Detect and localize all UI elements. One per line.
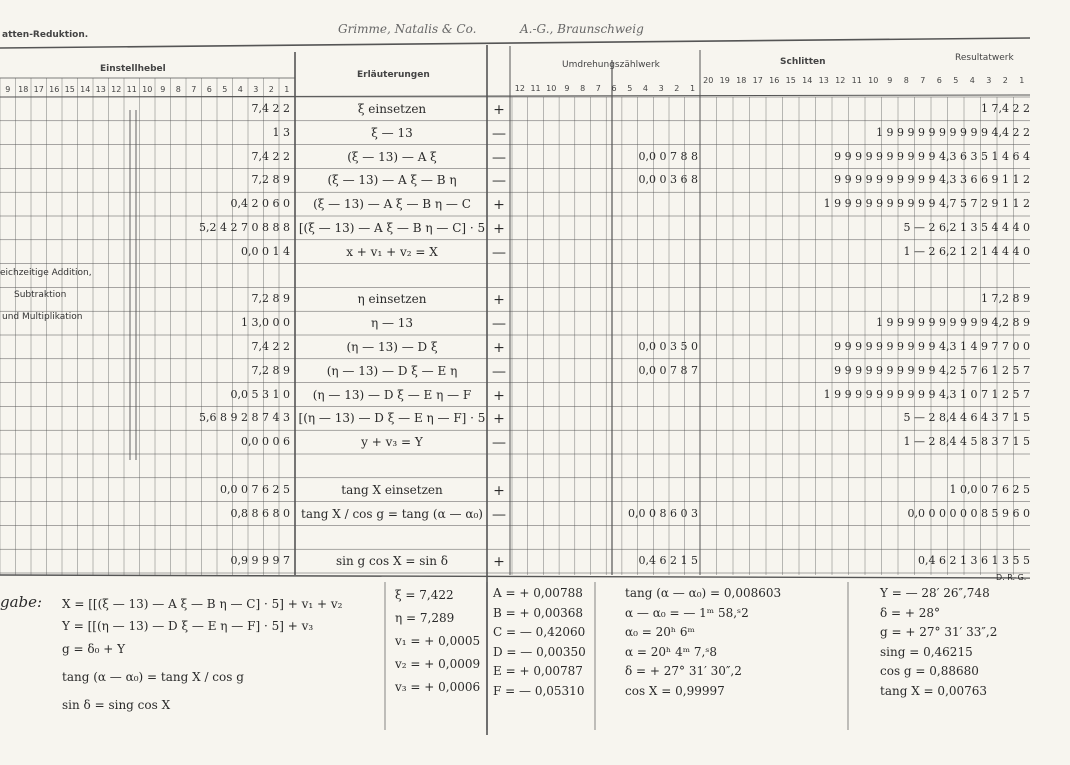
schlitten-column-number: 10 [868, 76, 879, 85]
einstellhebel-value: 5,6 8 9 2 8 7 4 3 [199, 411, 290, 425]
input-value: η = 7,289 [395, 611, 455, 625]
operation-sign: + [493, 197, 505, 214]
einstellhebel-value: 0,9 9 9 9 7 [230, 554, 290, 568]
explanation-text: (ξ — 13) — A ξ [347, 149, 437, 164]
side-note-line2: Subtraktion [14, 290, 67, 300]
intermediate-result: tang (α — α₀) = 0,008603 [625, 586, 782, 600]
schlitten-column-number: 4 [969, 76, 975, 85]
intermediate-result: α₀ = 20ʰ 6ᵐ [625, 625, 695, 639]
einstellhebel-column-number: 16 [49, 85, 60, 94]
schlitten-column-number: 20 [703, 76, 714, 85]
side-note-line3: und Multiplikation [2, 312, 83, 322]
schlitten-result-value: 9 9 9 9 9 9 9 9 9 9 4,3 1 4 9 7 7 0 0 [834, 340, 1030, 353]
final-result: sing = 0,46215 [880, 644, 973, 659]
operation-sign: + [493, 221, 505, 237]
schlitten-column-number: 8 [903, 76, 909, 85]
explanation-text: sin g cos X = sin δ [336, 554, 448, 569]
schlitten-heading: Schlitten [780, 57, 826, 67]
schlitten-result-value: 9 9 9 9 9 9 9 9 9 9 4,3 3 6 6 9 1 1 2 [834, 173, 1030, 187]
schlitten-column-number: 7 [920, 76, 926, 85]
schlitten-result-value: 1 — 2 6,2 1 2 1 4 4 4 0 [903, 244, 1030, 258]
schlitten-column-number: 15 [785, 76, 796, 85]
schlitten-result-value: 1 9 9 9 9 9 9 9 9 9 9 4,4 2 2 [876, 125, 1030, 139]
coefficient-value: E = + 0,00787 [493, 664, 583, 678]
einstellhebel-value: 7,4 2 2 [251, 102, 290, 115]
einstellhebel-column-number: 7 [191, 85, 197, 94]
operation-sign: — [492, 125, 506, 142]
input-value: ξ = 7,422 [395, 588, 454, 602]
einstellhebel-column-number: 2 [268, 85, 274, 94]
operation-sign: + [493, 554, 505, 571]
explanation-text: x + v₁ + v₂ = X [346, 244, 438, 259]
publisher-city: A.-G., Braunschweig [520, 22, 644, 36]
intermediate-result: α = 20ʰ 4ᵐ 7,ˢ8 [625, 644, 717, 659]
schlitten-column-number: 6 [936, 76, 942, 85]
einstellhebel-column-number: 10 [142, 85, 153, 94]
umdrehung-value: 0,0 0 7 8 7 [638, 363, 698, 377]
operation-sign: + [493, 102, 505, 118]
einstellhebel-column-number: 6 [206, 85, 212, 94]
final-result: tang X = 0,00763 [880, 683, 988, 698]
schlitten-result-value: 5 — 2 6,2 1 3 5 4 4 4 0 [903, 221, 1030, 234]
umdrehung-column-number: 10 [546, 84, 557, 93]
schlitten-result-value: 1 7,4 2 2 [981, 102, 1030, 115]
einstellhebel-column-number: 4 [237, 85, 243, 94]
operation-sign: + [493, 387, 505, 404]
schlitten-result-value: 1 — 2 8,4 4 5 8 3 7 1 5 [903, 435, 1030, 449]
einstellhebel-value: 7,2 8 9 [251, 173, 290, 187]
einstellhebel-column-number: 1 [284, 85, 290, 94]
einstellhebel-heading: Einstellhebel [100, 64, 166, 74]
operation-sign: — [492, 244, 506, 261]
sheet-left-title: atten-Reduktion. [2, 30, 89, 40]
schlitten-column-number: 3 [986, 76, 992, 85]
umdrehung-column-number: 6 [611, 84, 617, 93]
grid-line [0, 38, 1030, 48]
umdrehung-column-number: 1 [689, 84, 696, 93]
umdrehung-column-number: 12 [514, 84, 525, 93]
explanation-text: ξ — 13 [371, 125, 413, 140]
einstellhebel-value: 0,4 2 0 6 0 [230, 197, 290, 211]
schlitten-result-value: 9 9 9 9 9 9 9 9 9 9 4,3 6 3 5 1 4 6 4 [834, 149, 1030, 163]
operation-sign: + [493, 340, 505, 356]
einstellhebel-value: 0,0 0 0 6 [241, 435, 290, 449]
coefficient-value: D = — 0,00350 [493, 644, 586, 659]
einstellhebel-value: 5,2 4 2 7 0 8 8 8 [199, 221, 290, 234]
einstellhebel-column-number: 13 [95, 85, 106, 94]
schlitten-column-number: 14 [802, 76, 813, 85]
schlitten-column-number: 9 [887, 76, 893, 85]
einstellhebel-value: 1 3 [272, 125, 290, 139]
intermediate-result: cos X = 0,99997 [625, 683, 725, 698]
initials: D. R. G. [996, 573, 1027, 582]
umdrehung-column-number: 4 [642, 84, 648, 93]
einstellhebel-column-number: 8 [175, 85, 181, 94]
explanation-text: [(ξ — 13) — A ξ — B η — C] · 5 [298, 221, 486, 235]
einstellhebel-column-number: 17 [33, 85, 44, 94]
einstellhebel-value: 7,2 8 9 [251, 363, 290, 377]
einstellhebel-column-number: 9 [160, 85, 166, 94]
umdrehung-value: 0,0 0 3 6 8 [638, 173, 698, 187]
einstellhebel-value: 0,0 0 7 6 2 5 [220, 482, 290, 496]
formula-tang: tang (α — α₀) = tang X / cos g [62, 670, 244, 684]
einstellhebel-column-number: 11 [126, 85, 137, 94]
operation-sign: + [493, 482, 505, 499]
operation-sign: — [492, 316, 506, 333]
umdrehung-column-number: 7 [595, 84, 601, 93]
final-result: Y = — 28′ 26″,748 [880, 586, 990, 600]
einstellhebel-column-number: 18 [18, 85, 29, 94]
umdrehung-value: 0,0 0 3 5 0 [638, 340, 698, 353]
coefficient-value: F = — 0,05310 [493, 683, 585, 698]
umdrehung-heading: Umdrehungszählwerk [562, 60, 660, 70]
schlitten-column-number: 5 [953, 76, 959, 85]
umdrehung-column-number: 5 [627, 84, 633, 93]
einstellhebel-value: 7,4 2 2 [251, 340, 290, 353]
schlitten-result-value: 1 0,0 0 7 6 2 5 [949, 482, 1030, 496]
explanation-text: ξ einsetzen [357, 102, 427, 116]
input-value: v₃ = + 0,0006 [395, 680, 481, 694]
coefficient-value: A = + 0,00788 [493, 586, 583, 600]
einstellhebel-value: 0,0 0 1 4 [241, 244, 290, 258]
publisher-name: Grimme, Natalis & Co. [338, 22, 477, 36]
formula-g: g = δ₀ + Y [62, 642, 126, 656]
einstellhebel-column-number: 9 [5, 85, 11, 94]
coefficient-value: C = — 0,42060 [493, 625, 586, 639]
umdrehung-column-number: 9 [564, 84, 570, 93]
explanation-text: (η — 13) — D ξ [346, 340, 438, 354]
operation-sign: + [493, 411, 505, 428]
schlitten-result-value: 1 7,2 8 9 [981, 292, 1030, 306]
formula-x: X = [[(ξ — 13) — A ξ — B η — C] · 5] + v₁ + v₂ [62, 597, 343, 611]
einstellhebel-column-number: 5 [222, 85, 228, 94]
final-result: δ = + 28° [880, 605, 941, 620]
side-note-line1: eichzeitige Addition, [0, 268, 92, 278]
operation-sign: — [492, 363, 506, 380]
umdrehung-column-number: 8 [580, 84, 586, 93]
einstellhebel-value: 0,0 5 3 1 0 [230, 387, 290, 401]
schlitten-result-value: 1 9 9 9 9 9 9 9 9 9 9 4,3 1 0 7 1 2 5 7 [823, 387, 1030, 401]
input-value: v₁ = + 0,0005 [395, 634, 481, 648]
einstellhebel-value: 0,8 8 6 8 0 [230, 506, 290, 520]
operation-sign: + [493, 292, 505, 309]
schlitten-column-number: 13 [818, 76, 829, 85]
schlitten-result-value: 0,4 6 2 1 3 6 1 3 5 5 [918, 554, 1030, 568]
umdrehung-value: 0,4 6 2 1 5 [638, 554, 698, 568]
schlitten-result-value: 1 9 9 9 9 9 9 9 9 9 9 4,2 8 9 [876, 316, 1030, 330]
schlitten-column-number: 1 [1019, 76, 1025, 85]
explanation-text: tang X einsetzen [341, 482, 443, 497]
einstellhebel-value: 7,4 2 2 [251, 149, 290, 163]
schlitten-column-number: 12 [835, 76, 846, 85]
explanation-text: η — 13 [370, 316, 414, 331]
final-result: cos g = 0,88680 [880, 664, 979, 678]
einstellhebel-value: 7,2 8 9 [251, 292, 290, 306]
resultatwerk-heading: Resultatwerk [955, 53, 1014, 63]
grid-line [0, 575, 1030, 578]
operation-sign: — [492, 435, 506, 452]
umdrehung-value: 0,0 0 8 6 0 3 [628, 506, 698, 520]
operation-sign: — [492, 173, 506, 190]
umdrehung-column-number: 2 [674, 84, 680, 93]
einstellhebel-value: 1 3,0 0 0 [241, 316, 290, 330]
schlitten-result-value: 9 9 9 9 9 9 9 9 9 9 4,2 5 7 6 1 2 5 7 [834, 363, 1030, 377]
final-result: g = + 27° 31′ 33″,2 [880, 625, 998, 639]
operation-sign: — [492, 506, 506, 523]
explanation-text: (ξ — 13) — A ξ — B η — C [313, 197, 471, 212]
schlitten-column-number: 11 [851, 76, 862, 85]
coefficient-value: B = + 0,00368 [493, 605, 583, 620]
operation-sign: — [492, 149, 506, 166]
umdrehung-column-number: 11 [530, 84, 541, 93]
intermediate-result: α — α₀ = — 1ᵐ 58,ˢ2 [625, 605, 749, 620]
schlitten-result-value: 1 9 9 9 9 9 9 9 9 9 9 4,7 5 7 2 9 1 1 2 [823, 197, 1030, 211]
explanation-text: (η — 13) — D ξ — E η — F [312, 387, 472, 402]
schlitten-column-number: 17 [752, 76, 763, 85]
explanation-text: (ξ — 13) — A ξ — B η [327, 173, 457, 188]
schlitten-result-value: 5 — 2 8,4 4 6 4 3 7 1 5 [903, 411, 1030, 425]
einstellhebel-column-number: 14 [80, 85, 91, 94]
explanation-text: (η — 13) — D ξ — E η [326, 363, 458, 378]
umdrehung-column-number: 3 [658, 84, 664, 93]
einstellhebel-column-number: 3 [253, 85, 259, 94]
schlitten-column-number: 2 [1002, 76, 1008, 85]
grid-line [0, 95, 1030, 97]
einstellhebel-column-number: 12 [111, 85, 122, 94]
schlitten-column-number: 18 [736, 76, 747, 85]
input-value: v₂ = + 0,0009 [395, 657, 481, 671]
explanation-text: [(η — 13) — D ξ — E η — F] · 5 [298, 411, 486, 426]
aufgabe-label: gabe: [0, 593, 43, 611]
formula-sin: sin δ = sing cos X [62, 698, 171, 712]
explanation-text: η einsetzen [357, 292, 427, 307]
explanation-text: y + v₃ = Y [361, 435, 423, 450]
explanation-text: tang X / cos g = tang (α — α₀) [301, 506, 483, 521]
einstellhebel-column-number: 15 [64, 85, 75, 94]
schlitten-column-number: 19 [719, 76, 730, 85]
umdrehung-value: 0,0 0 7 8 8 [638, 149, 698, 163]
erlaeuterungen-heading: Erläuterungen [357, 70, 430, 80]
intermediate-result: δ = + 27° 31′ 30″,2 [625, 664, 742, 678]
schlitten-result-value: 0,0 0 0 0 0 0 8 5 9 6 0 [907, 506, 1030, 520]
formula-y: Y = [[(η — 13) — D ξ — E η — F] · 5] + v₃ [62, 619, 314, 633]
schlitten-column-number: 16 [769, 76, 780, 85]
